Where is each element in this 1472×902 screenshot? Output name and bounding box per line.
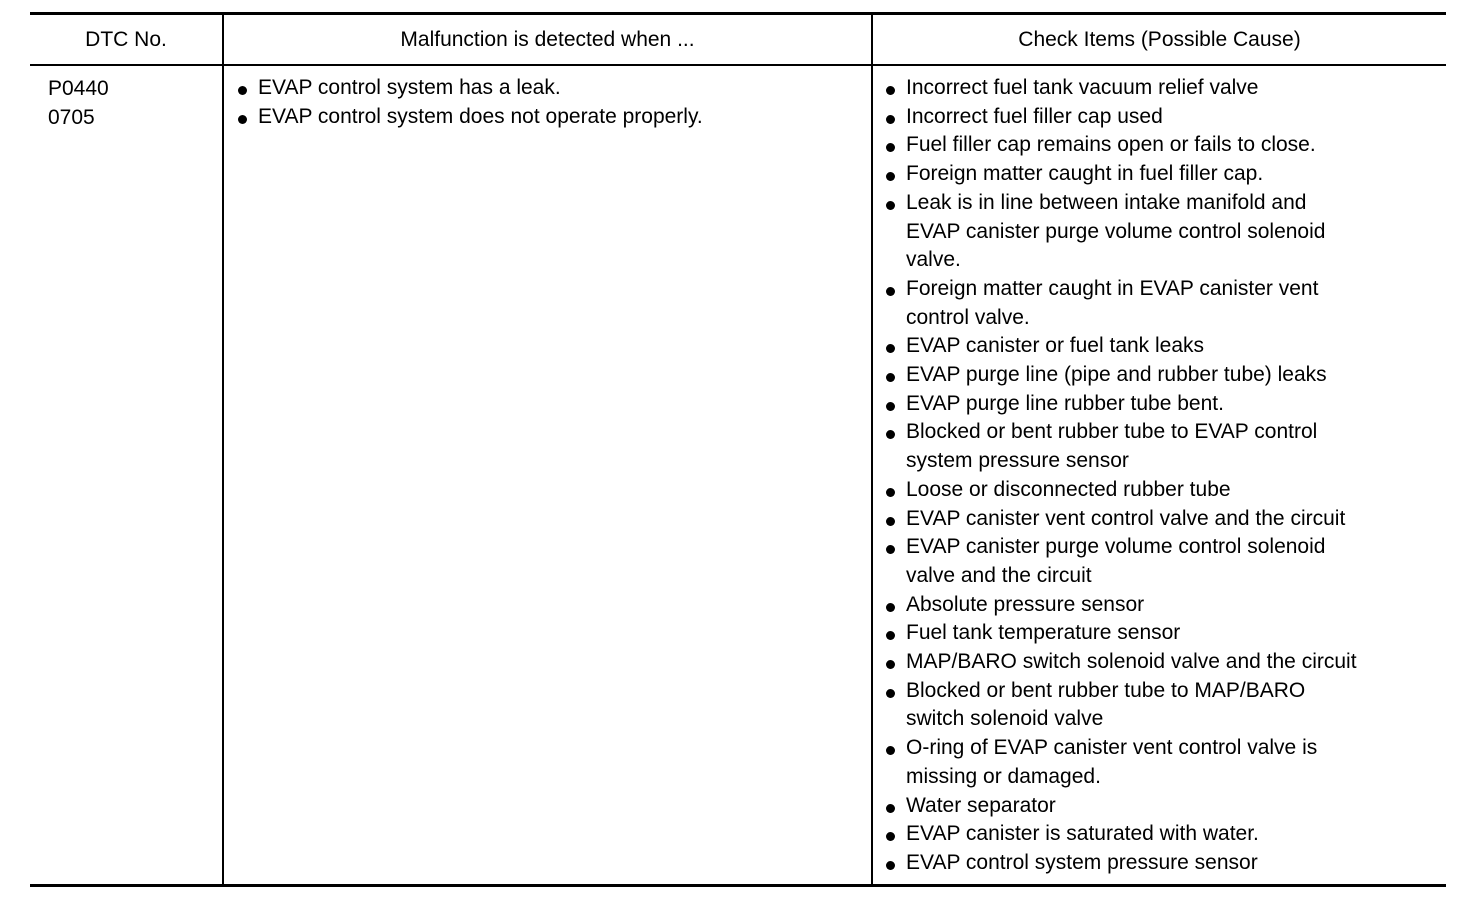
- check-item-line: EVAP purge line (pipe and rubber tube) leaks: [906, 363, 1327, 387]
- check-item: [880, 476, 1357, 505]
- check-item: [880, 332, 1357, 361]
- table-bottom-rule: [30, 884, 1446, 887]
- table-top-rule: [30, 12, 1446, 15]
- check-item-line: Loose or disconnected rubber tube: [906, 477, 1231, 501]
- malfunction-list: [232, 74, 703, 131]
- check-item-line: EVAP canister is saturated with water.: [906, 822, 1259, 846]
- check-item-line: valve and the circuit: [906, 563, 1092, 587]
- check-item: [880, 820, 1357, 849]
- table-header-rule: [30, 64, 1446, 66]
- check-item-line: system pressure sensor: [906, 449, 1129, 473]
- check-item-line: EVAP control system pressure sensor: [906, 850, 1258, 874]
- check-item-line: Blocked or bent rubber tube to MAP/BARO: [906, 678, 1306, 702]
- check-item-line: control valve.: [906, 305, 1030, 329]
- check-item: [880, 160, 1357, 189]
- check-item: [880, 131, 1357, 160]
- dtc-code: P0440: [48, 77, 109, 100]
- check-item: [880, 849, 1357, 878]
- check-item-line: EVAP canister vent control valve and the circuit: [906, 506, 1346, 530]
- check-item-line: Foreign matter caught in fuel filler cap.: [906, 162, 1264, 186]
- check-item-line: MAP/BARO switch solenoid valve and the circuit: [906, 650, 1357, 674]
- check-item: [880, 361, 1357, 390]
- check-item-line: Water separator: [906, 793, 1056, 817]
- check-item-line: missing or damaged.: [906, 764, 1101, 788]
- check-item: [880, 677, 1357, 734]
- check-item: [880, 189, 1357, 275]
- dtc-code: 0705: [48, 106, 95, 129]
- check-item-line: switch solenoid valve: [906, 707, 1104, 731]
- check-item-line: Fuel tank temperature sensor: [906, 621, 1181, 645]
- check-item-line: O-ring of EVAP canister vent control valve is: [906, 736, 1318, 760]
- check-item: [880, 275, 1357, 332]
- header-dtc-no: DTC No.: [85, 28, 167, 51]
- check-item: [880, 619, 1357, 648]
- check-item-line: Absolute pressure sensor: [906, 592, 1145, 616]
- check-item: [880, 591, 1357, 620]
- column-divider-1: [222, 14, 224, 886]
- check-item-line: EVAP canister or fuel tank leaks: [906, 334, 1205, 358]
- check-item: [880, 505, 1357, 534]
- check-items-list: [880, 74, 1357, 878]
- check-item-line: valve.: [906, 248, 961, 272]
- check-item: [880, 74, 1357, 103]
- check-item-line: Blocked or bent rubber tube to EVAP control: [906, 420, 1318, 444]
- column-divider-2: [871, 14, 873, 886]
- check-item-line: Incorrect fuel tank vacuum relief valve: [906, 76, 1259, 99]
- malfunction-item: EVAP control system does not operate properly.: [232, 103, 703, 132]
- check-item-line: Incorrect fuel filler cap used: [906, 104, 1163, 128]
- check-item: [880, 390, 1357, 419]
- check-item-line: EVAP canister purge volume control solenoid: [906, 535, 1326, 559]
- check-item: [880, 648, 1357, 677]
- check-item-line: EVAP purge line rubber tube bent.: [906, 391, 1224, 415]
- check-item-line: EVAP canister purge volume control solenoid: [906, 219, 1326, 243]
- check-item-line: Leak is in line between intake manifold and: [906, 190, 1307, 214]
- check-item: [880, 792, 1357, 821]
- check-item: [880, 734, 1357, 791]
- dtc-number-cell: [48, 74, 109, 132]
- check-item-line: Foreign matter caught in EVAP canister vent: [906, 276, 1319, 300]
- check-item: [880, 533, 1357, 590]
- check-item: [880, 418, 1357, 475]
- header-malfunction: Malfunction is detected when ...: [400, 28, 695, 51]
- check-item: [880, 103, 1357, 132]
- check-item-line: Fuel filler cap remains open or fails to close.: [906, 133, 1316, 157]
- header-check-items: Check Items (Possible Cause): [1018, 28, 1301, 51]
- malfunction-item: EVAP control system has a leak.: [232, 74, 703, 103]
